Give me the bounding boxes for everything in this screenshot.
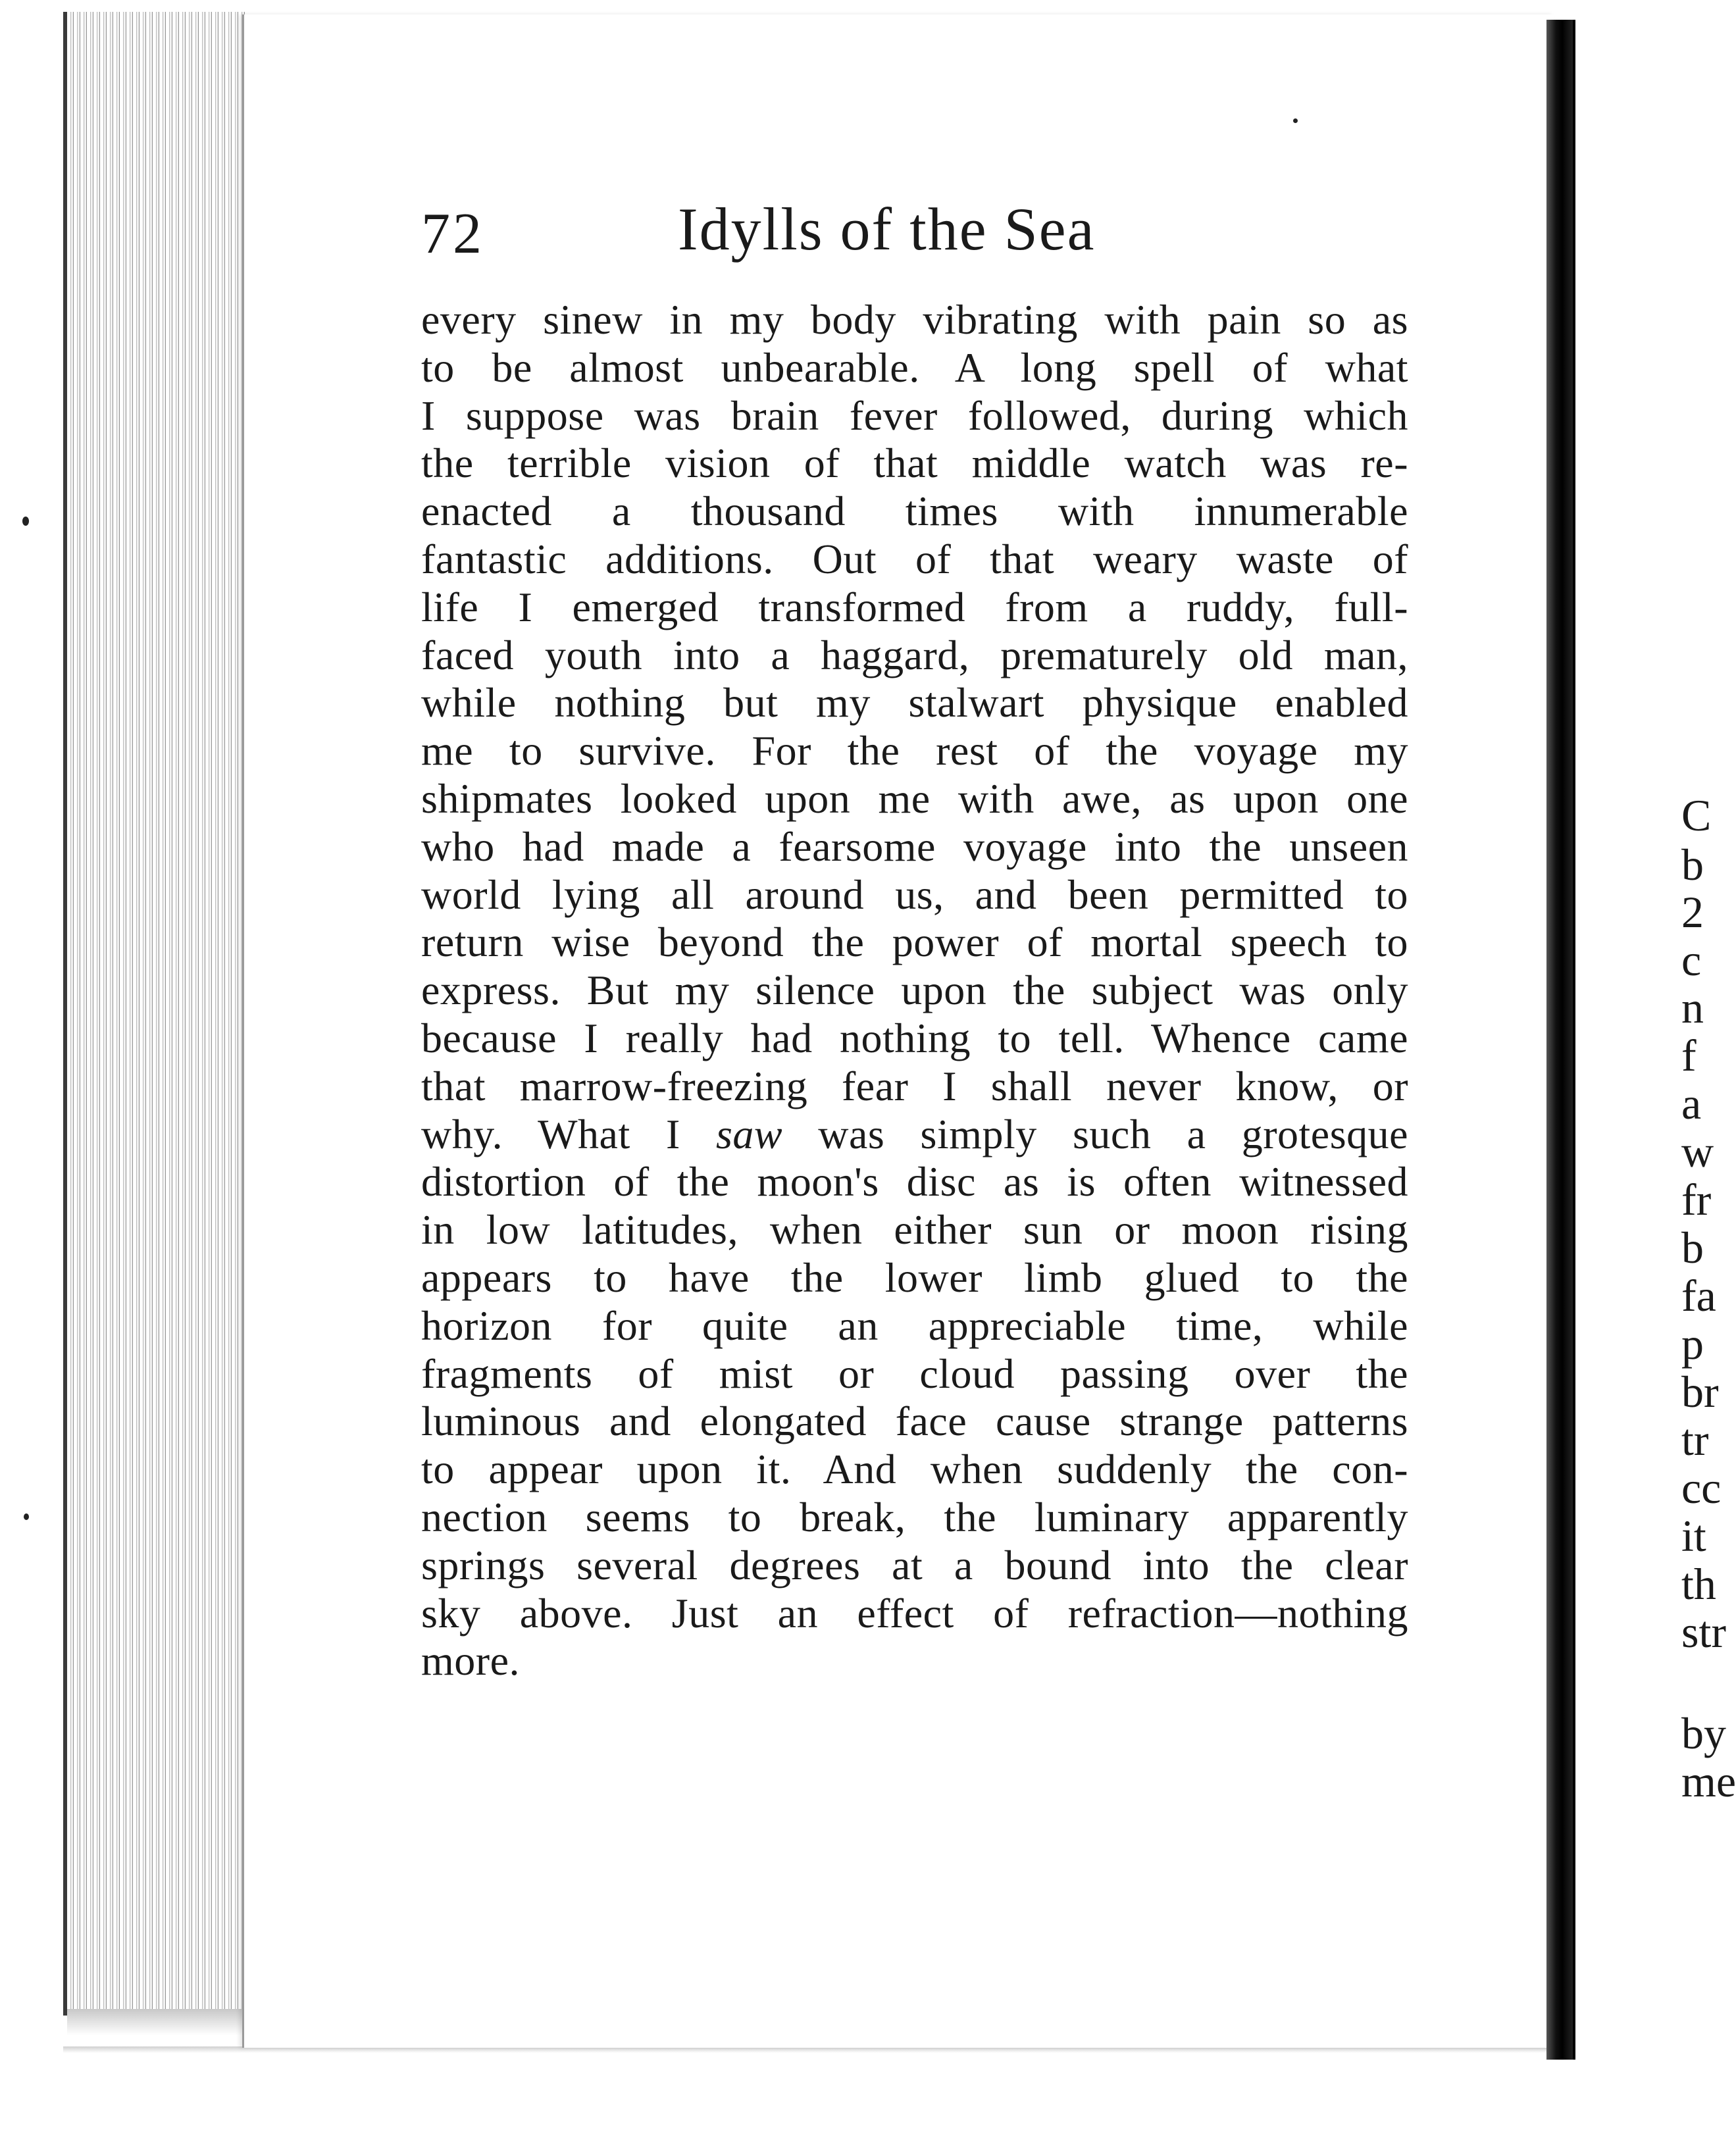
text-line: distortion of the moon's disc as is often witnessed [421,1158,1408,1206]
facing-page-fragment: n [1681,982,1704,1032]
facing-page-fragment: b [1681,840,1704,890]
facing-page-fragment: f [1681,1030,1697,1080]
binding-gutter [1546,20,1573,2060]
facing-page-fragment: b [1681,1223,1704,1273]
text-line: I suppose was brain fever followed, during which [421,392,1408,439]
text-line: me to survive. For the rest of the voyage my [421,727,1408,774]
facing-page-fragment: me [1681,1756,1736,1806]
facing-page-fragment: str [1681,1607,1726,1657]
text-line: fragments of mist or cloud passing over the [421,1350,1408,1397]
emphasized-word: saw [715,1110,783,1157]
text-line: nection seems to break, the luminary apparently [421,1493,1408,1540]
text-line: shipmates looked upon me with awe, as upon one [421,774,1408,822]
facing-page-fragment: tr [1681,1415,1709,1465]
text-line: in low latitudes, when either sun or moon rising [421,1206,1408,1254]
facing-page-fragment: cc [1681,1463,1722,1513]
running-title: Idylls of the Sea [678,195,1096,263]
facing-page-fragment: br [1681,1367,1719,1417]
scan-speck [1293,118,1298,123]
facing-page-fragment: th [1681,1559,1716,1609]
page-number: 72 [421,202,484,266]
text-line: sky above. Just an effect of refraction—nothing [421,1589,1408,1637]
facing-page-fragment: it [1681,1511,1706,1561]
facing-page-fragment: 2 [1681,887,1704,937]
text-line: more. [421,1637,520,1685]
text-line: springs several degrees at a bound into the clear [421,1541,1408,1588]
facing-page-fragment: a [1681,1079,1702,1129]
text-line: the terrible vision of that middle watch was re- [421,440,1408,487]
text-line: who had made a fearsome voyage into the unseen [421,823,1408,870]
scan-speck [22,517,29,526]
text-line: world lying all around us, and been permitted to [421,871,1408,918]
text-line: return wise beyond the power of mortal speech to [421,919,1408,966]
facing-page-fragment: c [1681,935,1702,985]
facing-page-fragment: C [1681,790,1712,840]
facing-page-fragment: p [1681,1319,1704,1369]
text-line: because I really had nothing to tell. Whence came [421,1014,1408,1061]
text-line: luminous and elongated face cause strange patterns [421,1398,1408,1445]
text-line: while nothing but my stalwart physique enabled [421,679,1408,726]
text-line: express. But my silence upon the subject was only [421,967,1408,1014]
text-line: that marrow-freezing fear I shall never know, or [421,1062,1408,1109]
facing-page-fragment: fr [1681,1175,1712,1225]
scan-speck [24,1513,29,1520]
text-line: appears to have the lower limb glued to the [421,1254,1408,1301]
text-line: to be almost unbearable. A long spell of what [421,343,1408,391]
page-edges [63,12,246,2016]
body-text [421,296,1408,1685]
facing-page-fragment: fa [1681,1271,1716,1321]
text-line: enacted a thousand times with innumerable [421,488,1408,535]
text-line: life I emerged transformed from a ruddy, full- [421,583,1408,630]
text-line: to appear upon it. And when suddenly the con- [421,1446,1408,1493]
text-line: horizon for quite an appreciable time, while [421,1302,1408,1349]
text-line: faced youth into a haggard, prematurely old man, [421,631,1408,678]
facing-page-fragment: w [1681,1127,1714,1177]
text-line: why. What I saw was simply such a grotesque [421,1110,1409,1157]
facing-page-fragment: by [1681,1708,1726,1758]
text-line: fantastic additions. Out of that weary waste of [421,535,1408,582]
text-line: every sinew in my body vibrating with pain so as [421,296,1408,343]
page-header [421,194,1408,266]
